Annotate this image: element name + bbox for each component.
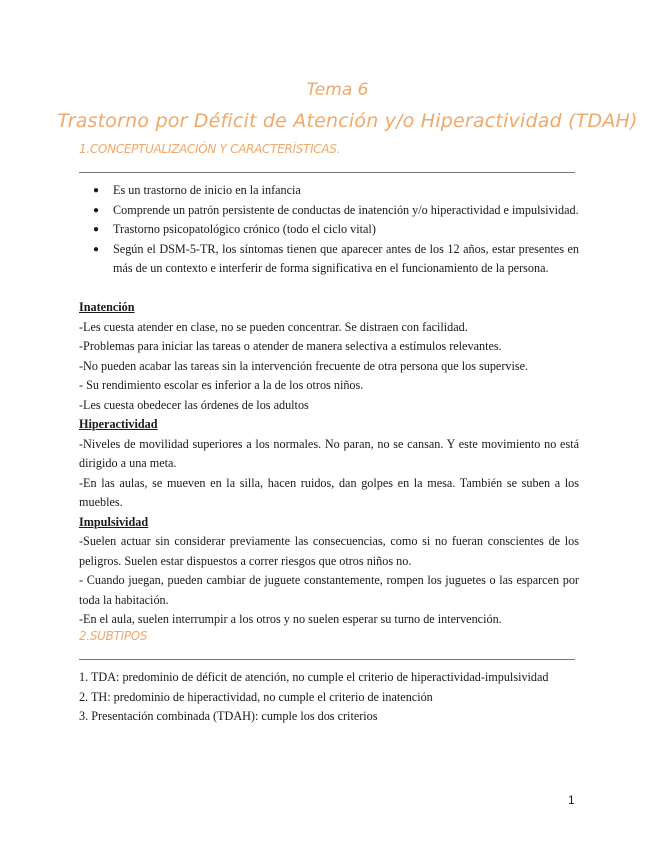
section-heading-subtypes: 2.SUBTIPOS <box>79 629 148 643</box>
hyperactivity-line: -Niveles de movilidad superiores a los normales. No paran, no se cansan. Y este movimiento no está dirigido a una meta. <box>79 436 579 470</box>
page-number: 1 <box>568 793 575 807</box>
bullet-icon: ● <box>93 243 100 255</box>
inattention-line: - Su rendimiento escolar es inferior a la de los otros niños. <box>79 378 364 392</box>
list-item: ● Trastorno psicopatológico crónico (todo el ciclo vital) <box>93 220 579 240</box>
list-item: ● Es un trastorno de inicio en la infancia <box>93 181 579 201</box>
impulsivity-title: Impulsividad <box>79 514 149 529</box>
impulsivity-line: - Cuando juegan, pueden cambiar de juguete constantemente, rompen los juguetes o las esparcen por toda la habitación. <box>79 573 579 607</box>
topic-number: Tema 6 <box>306 80 369 100</box>
inattention-line: -Les cuesta atender en clase, no se pueden concentrar. Se distraen con facilidad. <box>79 319 468 334</box>
inattention-line: -Les cuesta obedecer las órdenes de los adultos <box>79 397 309 412</box>
hyperactivity-title: Hiperactividad <box>79 417 158 431</box>
list-item: ● Comprende un patrón persistente de conductas de inatención y/o hiperactividad e impulsividad. <box>93 201 579 221</box>
section-divider <box>79 659 575 660</box>
bullet-icon: ● <box>93 224 100 235</box>
topic-title: Trastorno por Déficit de Atención y/o Hiperactividad (TDAH) <box>57 110 638 132</box>
inattention-block <box>79 298 579 630</box>
impulsivity-line: -En el aula, suelen interrumpir a los otros y no suelen esperar su turno de intervención. <box>79 612 502 626</box>
inattention-title: Inatención <box>79 300 135 314</box>
list-item: 1. TDA: predominio de déficit de atención, no cumple el criterio de hiperactividad-impulsividad <box>79 670 549 684</box>
bullet-icon: ● <box>93 185 100 196</box>
subtypes-list <box>79 668 579 727</box>
list-item: ● Según el DSM-5-TR, los síntomas tienen que aparecer antes de los 12 años, estar presentes en más de un contexto e interferir de forma significativa en el funcionamiento de la persona. <box>93 241 579 275</box>
hyperactivity-line: -En las aulas, se mueven en la silla, hacen ruidos, dan golpes en la mesa. También se suben a los muebles. <box>79 475 579 509</box>
section-divider <box>79 172 575 173</box>
list-item: 3. Presentación combinada (TDAH): cumple los dos criterios <box>79 709 378 723</box>
impulsivity-line: -Suelen actuar sin considerar previamente las consecuencias, como si no fueran conscientes de los peligros. Suelen estar dispuestos a correr riesgos que otros niños no. <box>79 534 579 568</box>
section-heading-conceptualization: 1.CONCEPTUALIZACIÓN Y CARACTERÍSTICAS. <box>79 142 341 156</box>
list-item: 2. TH: predominio de hiperactividad, no cumple el criterio de inatención <box>79 689 433 704</box>
characteristics-list <box>93 181 579 279</box>
inattention-line: -No pueden acabar las tareas sin la intervención frecuente de otra persona que los supervise. <box>79 358 529 373</box>
bullet-icon: ● <box>93 204 100 216</box>
inattention-line: -Problemas para iniciar las tareas o atender de manera selectiva a estímulos relevantes. <box>79 339 502 353</box>
